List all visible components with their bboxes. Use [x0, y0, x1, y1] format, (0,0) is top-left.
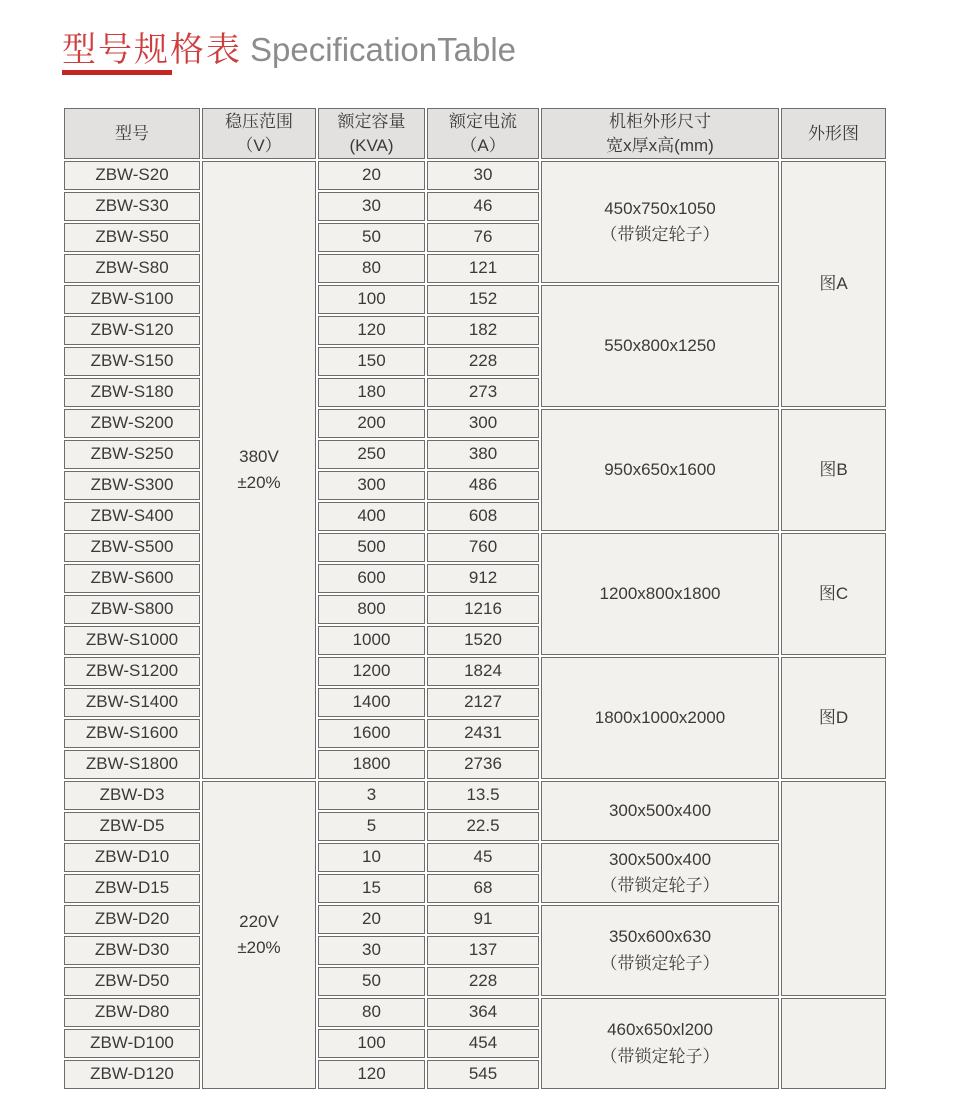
figure-ref-cell — [781, 998, 886, 1089]
cabinet-dimension-cell: 300x500x400 — [541, 781, 779, 841]
cabinet-dimension-cell: 950x650x1600 — [541, 409, 779, 531]
rated-capacity-cell: 250 — [318, 440, 425, 469]
model-cell: ZBW-D80 — [64, 998, 200, 1027]
header-row — [64, 108, 886, 159]
rated-capacity-cell: 50 — [318, 967, 425, 996]
model-cell: ZBW-S120 — [64, 316, 200, 345]
col-header-model: 型号 — [64, 108, 200, 159]
rated-capacity-cell: 15 — [318, 874, 425, 903]
model-cell: ZBW-S600 — [64, 564, 200, 593]
model-cell: ZBW-S200 — [64, 409, 200, 438]
rated-current-cell: 273 — [427, 378, 539, 407]
figure-ref-cell: 图D — [781, 657, 886, 779]
rated-capacity-cell: 30 — [318, 192, 425, 221]
figure-ref-cell: 图C — [781, 533, 886, 655]
table-row-ZBW-D80 — [64, 998, 886, 1027]
figure-ref-cell: 图A — [781, 161, 886, 407]
cabinet-dimension-cell: 450x750x1050 （带锁定轮子） — [541, 161, 779, 283]
voltage-range-cell: 380V ±20% — [202, 161, 316, 779]
rated-current-cell: 22.5 — [427, 812, 539, 841]
table-row-ZBW-S1200 — [64, 657, 886, 686]
rated-current-cell: 2736 — [427, 750, 539, 779]
model-cell: ZBW-S1200 — [64, 657, 200, 686]
rated-current-cell: 454 — [427, 1029, 539, 1058]
title-underline — [62, 70, 172, 75]
model-cell: ZBW-S250 — [64, 440, 200, 469]
rated-capacity-cell: 1600 — [318, 719, 425, 748]
model-cell: ZBW-D50 — [64, 967, 200, 996]
rated-capacity-cell: 120 — [318, 316, 425, 345]
rated-current-cell: 45 — [427, 843, 539, 872]
col-header-dimension: 机柜外形尺寸 宽x厚x高(mm) — [541, 108, 779, 159]
rated-capacity-cell: 300 — [318, 471, 425, 500]
model-cell: ZBW-S20 — [64, 161, 200, 190]
rated-capacity-cell: 1000 — [318, 626, 425, 655]
rated-current-cell: 300 — [427, 409, 539, 438]
model-cell: ZBW-D120 — [64, 1060, 200, 1089]
rated-current-cell: 182 — [427, 316, 539, 345]
model-cell: ZBW-S1600 — [64, 719, 200, 748]
rated-current-cell: 2127 — [427, 688, 539, 717]
rated-current-cell: 1520 — [427, 626, 539, 655]
cabinet-dimension-cell: 1800x1000x2000 — [541, 657, 779, 779]
rated-current-cell: 545 — [427, 1060, 539, 1089]
model-cell: ZBW-S100 — [64, 285, 200, 314]
rated-current-cell: 380 — [427, 440, 539, 469]
rated-capacity-cell: 800 — [318, 595, 425, 624]
rated-capacity-cell: 5 — [318, 812, 425, 841]
rated-capacity-cell: 600 — [318, 564, 425, 593]
rated-current-cell: 486 — [427, 471, 539, 500]
page-title — [62, 22, 516, 71]
model-cell: ZBW-S400 — [64, 502, 200, 531]
rated-current-cell: 76 — [427, 223, 539, 252]
col-header-capacity: 额定容量 (KVA) — [318, 108, 425, 159]
model-cell: ZBW-S300 — [64, 471, 200, 500]
rated-current-cell: 30 — [427, 161, 539, 190]
rated-current-cell: 46 — [427, 192, 539, 221]
rated-capacity-cell: 200 — [318, 409, 425, 438]
rated-current-cell: 760 — [427, 533, 539, 562]
table-row-ZBW-D3 — [64, 781, 886, 810]
col-header-figure: 外形图 — [781, 108, 886, 159]
table-row-ZBW-D20 — [64, 905, 886, 934]
table-row-ZBW-S200 — [64, 409, 886, 438]
model-cell: ZBW-D20 — [64, 905, 200, 934]
rated-current-cell: 152 — [427, 285, 539, 314]
rated-capacity-cell: 100 — [318, 1029, 425, 1058]
rated-current-cell: 228 — [427, 347, 539, 376]
rated-capacity-cell: 80 — [318, 998, 425, 1027]
rated-current-cell: 364 — [427, 998, 539, 1027]
table-row-ZBW-D10 — [64, 843, 886, 872]
rated-capacity-cell: 30 — [318, 936, 425, 965]
model-cell: ZBW-S1400 — [64, 688, 200, 717]
col-header-current: 额定电流 （A） — [427, 108, 539, 159]
rated-current-cell: 68 — [427, 874, 539, 903]
table-body — [64, 161, 886, 1089]
cabinet-dimension-cell: 460x650xl200 （带锁定轮子） — [541, 998, 779, 1089]
rated-current-cell: 121 — [427, 254, 539, 283]
model-cell: ZBW-D15 — [64, 874, 200, 903]
rated-current-cell: 1216 — [427, 595, 539, 624]
model-cell: ZBW-S500 — [64, 533, 200, 562]
table-header — [64, 108, 886, 159]
cabinet-dimension-cell: 550x800x1250 — [541, 285, 779, 407]
model-cell: ZBW-S80 — [64, 254, 200, 283]
rated-capacity-cell: 500 — [318, 533, 425, 562]
table-row-ZBW-S500 — [64, 533, 886, 562]
model-cell: ZBW-S1000 — [64, 626, 200, 655]
cabinet-dimension-cell: 300x500x400 （带锁定轮子） — [541, 843, 779, 903]
cabinet-dimension-cell: 1200x800x1800 — [541, 533, 779, 655]
model-cell: ZBW-S180 — [64, 378, 200, 407]
rated-capacity-cell: 100 — [318, 285, 425, 314]
page-title-zh: 型号规格表 — [62, 31, 242, 69]
specification-table — [62, 106, 888, 1091]
rated-current-cell: 137 — [427, 936, 539, 965]
voltage-range-cell: 220V ±20% — [202, 781, 316, 1089]
model-cell: ZBW-D5 — [64, 812, 200, 841]
model-cell: ZBW-S30 — [64, 192, 200, 221]
rated-current-cell: 13.5 — [427, 781, 539, 810]
cabinet-dimension-cell: 350x600x630 （带锁定轮子） — [541, 905, 779, 996]
rated-current-cell: 91 — [427, 905, 539, 934]
model-cell: ZBW-S50 — [64, 223, 200, 252]
model-cell: ZBW-S1800 — [64, 750, 200, 779]
rated-capacity-cell: 80 — [318, 254, 425, 283]
rated-current-cell: 2431 — [427, 719, 539, 748]
rated-capacity-cell: 400 — [318, 502, 425, 531]
rated-capacity-cell: 1200 — [318, 657, 425, 686]
rated-capacity-cell: 180 — [318, 378, 425, 407]
col-header-voltage: 稳压范围 （V） — [202, 108, 316, 159]
rated-capacity-cell: 120 — [318, 1060, 425, 1089]
model-cell: ZBW-D3 — [64, 781, 200, 810]
rated-capacity-cell: 150 — [318, 347, 425, 376]
page-title-en: SpecificationTable — [250, 31, 516, 68]
model-cell: ZBW-S150 — [64, 347, 200, 376]
rated-current-cell: 608 — [427, 502, 539, 531]
model-cell: ZBW-D100 — [64, 1029, 200, 1058]
rated-capacity-cell: 50 — [318, 223, 425, 252]
figure-ref-cell — [781, 781, 886, 996]
model-cell: ZBW-D30 — [64, 936, 200, 965]
rated-capacity-cell: 10 — [318, 843, 425, 872]
model-cell: ZBW-D10 — [64, 843, 200, 872]
rated-capacity-cell: 20 — [318, 161, 425, 190]
rated-capacity-cell: 20 — [318, 905, 425, 934]
rated-current-cell: 1824 — [427, 657, 539, 686]
rated-current-cell: 912 — [427, 564, 539, 593]
rated-current-cell: 228 — [427, 967, 539, 996]
table-row-ZBW-S20 — [64, 161, 886, 190]
figure-ref-cell: 图B — [781, 409, 886, 531]
table-row-ZBW-S100 — [64, 285, 886, 314]
model-cell: ZBW-S800 — [64, 595, 200, 624]
rated-capacity-cell: 1800 — [318, 750, 425, 779]
rated-capacity-cell: 1400 — [318, 688, 425, 717]
rated-capacity-cell: 3 — [318, 781, 425, 810]
